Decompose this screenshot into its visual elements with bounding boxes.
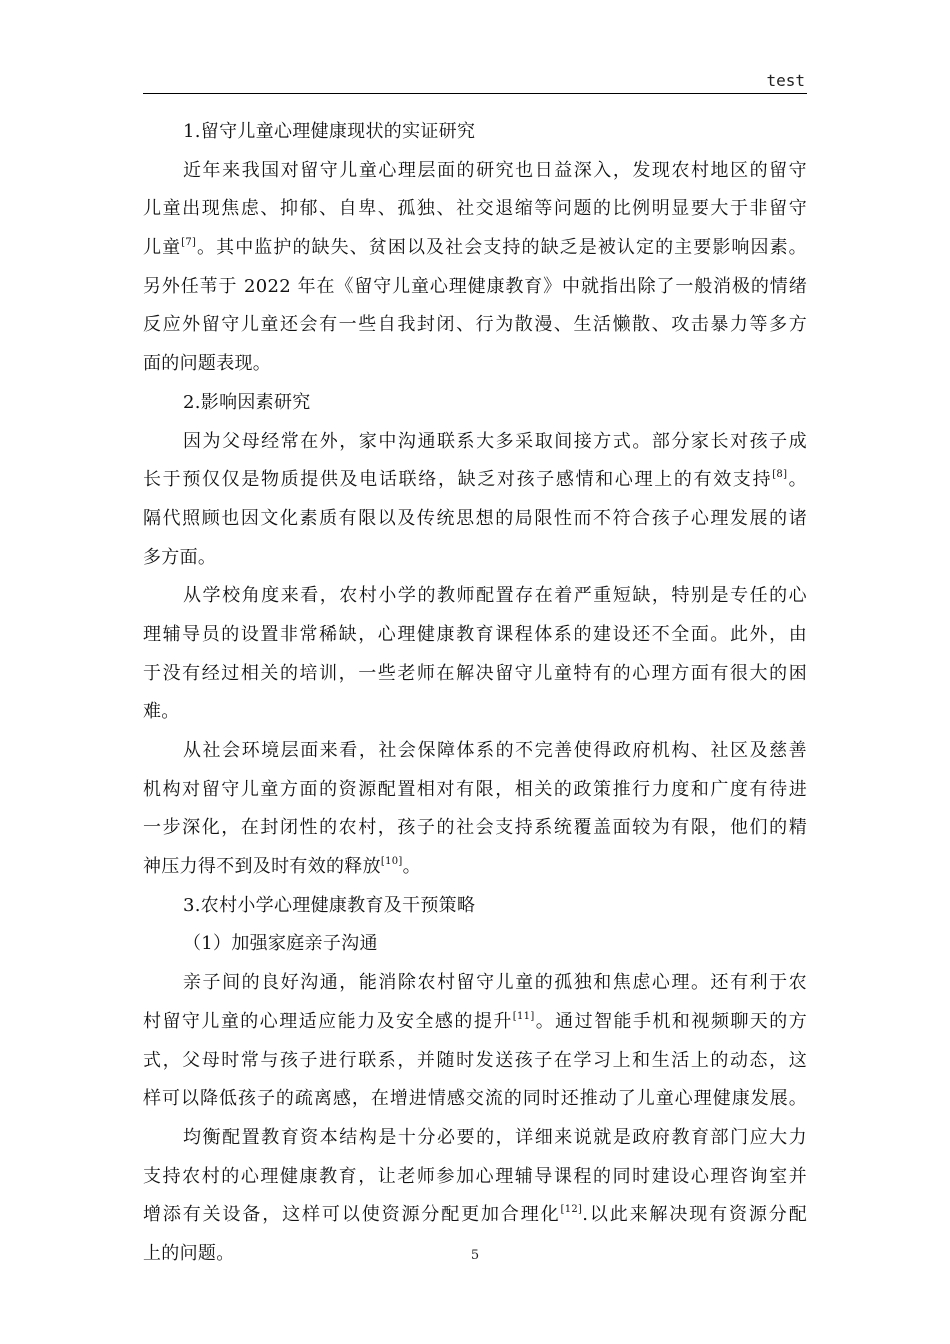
text-line xyxy=(143,964,807,1003)
text-line-continuation: 。其中监护的缺失、贫困以及社会支持的缺乏是被认定的主要影响因素。 xyxy=(196,237,807,259)
text-line-content: 于没有经过相关的培训，一些老师在解决留守儿童特有的心理方面有很大的困 xyxy=(143,662,807,684)
text-line-content: 从社会环境层面来看，社会保障体系的不完善使得政府机构、社区及慈善 xyxy=(183,740,807,761)
text-line-content: 3.农村小学心理健康教育及干预策略 xyxy=(183,894,476,916)
text-line-content: 理辅导员的设置非常稀缺，心理健康教育课程体系的建设还不全面。此外，由 xyxy=(143,623,807,645)
text-line xyxy=(143,1119,807,1158)
text-line-content: 儿童出现焦虑、抑郁、自卑、孤独、社交退缩等问题的比例明显要大于非留守 xyxy=(143,198,807,220)
text-line-content: 多方面。 xyxy=(143,546,217,568)
text-line-content: 因为父母经常在外，家中沟通联系大多采取间接方式。部分家长对孩子成 xyxy=(183,430,807,452)
text-line-continuation: .以此来解决现有资源分配 xyxy=(582,1204,807,1226)
text-line-content: 神压力得不到及时有效的释放 xyxy=(143,856,381,878)
text-line-continuation: 。 xyxy=(402,856,421,878)
text-line-content: 上的问题。 xyxy=(143,1242,235,1264)
page-number: 5 xyxy=(470,1248,480,1263)
text-line xyxy=(143,461,807,500)
text-line xyxy=(143,1080,807,1119)
text-line xyxy=(143,577,807,616)
text-line xyxy=(143,229,807,268)
text-line-content: 一步深化，在封闭性的农村，孩子的社会支持系统覆盖面较为有限，他们的精 xyxy=(143,817,807,839)
text-line-content: 儿童 xyxy=(143,237,182,259)
text-line xyxy=(143,1196,807,1235)
text-line xyxy=(143,848,807,887)
text-line-content: 均衡配置教育资本结构是十分必要的，详细来说就是政府教育部门应大力 xyxy=(183,1126,807,1148)
text-line-content: 另外任苇于 2022 年在《留守儿童心理健康教育》中就指出除了一般消极的情绪 xyxy=(143,275,807,297)
text-line xyxy=(143,809,807,848)
text-line xyxy=(143,655,807,694)
text-line-content: 从学校角度来看，农村小学的教师配置存在着严重短缺，特别是专任的心 xyxy=(183,585,807,607)
page-header-text: test xyxy=(766,71,805,90)
text-line xyxy=(143,693,807,732)
text-line-content: 增添有关设备，这样可以使资源分配更加合理化 xyxy=(143,1204,561,1226)
text-line xyxy=(143,190,807,229)
text-line-content: 1.留守儿童心理健康现状的实证研究 xyxy=(183,121,476,142)
text-line xyxy=(143,384,807,423)
text-line xyxy=(143,887,807,926)
text-line xyxy=(143,539,807,578)
text-line-content: （1）加强家庭亲子沟通 xyxy=(183,933,378,955)
text-line-content: 面的问题表现。 xyxy=(143,353,272,375)
text-line-content: 2.影响因素研究 xyxy=(183,391,311,413)
text-line xyxy=(143,1158,807,1197)
citation-marker: [11] xyxy=(512,1010,535,1022)
text-line xyxy=(143,1042,807,1081)
text-line xyxy=(143,771,807,810)
text-line xyxy=(143,1003,807,1042)
text-line-content: 村留守儿童的心理适应能力及安全感的提升 xyxy=(143,1010,513,1032)
text-line-content: 机构对留守儿童方面的资源配置相对有限，相关的政策推行力度和广度有待进 xyxy=(143,778,807,800)
text-line-content: 难。 xyxy=(143,701,180,723)
text-line-content: 长于预仅仅是物质提供及电话联络，缺乏对孩子感情和心理上的有效支持 xyxy=(143,469,773,491)
citation-marker: [10] xyxy=(380,856,403,868)
text-line xyxy=(143,732,807,771)
text-line xyxy=(143,268,807,307)
text-line xyxy=(143,423,807,462)
text-line-continuation: 。 xyxy=(787,469,807,491)
text-line xyxy=(143,616,807,655)
text-line-content: 近年来我国对留守儿童心理层面的研究也日益深入，发现农村地区的留守 xyxy=(183,159,807,181)
text-line-content: 支持农村的心理健康教育，让老师参加心理辅导课程的同时建设心理咨询室并 xyxy=(143,1165,807,1187)
text-line xyxy=(143,500,807,539)
text-line xyxy=(143,925,807,964)
text-line-continuation: 。通过智能手机和视频聊天的方 xyxy=(534,1010,808,1032)
citation-marker: [7] xyxy=(181,237,197,249)
citation-marker: [8] xyxy=(772,469,788,481)
text-line xyxy=(143,152,807,191)
text-line-content: 隔代照顾也因文化素质有限以及传统思想的局限性而不符合孩子心理发展的诸 xyxy=(143,507,807,529)
text-line-content: 亲子间的良好沟通，能消除农村留守儿童的孤独和焦虑心理。还有利于农 xyxy=(183,972,807,994)
text-line xyxy=(143,345,807,384)
text-line xyxy=(143,306,807,345)
text-line xyxy=(143,113,807,152)
header-rule xyxy=(143,93,807,94)
text-line-content: 式，父母时常与孩子进行联系，并随时发送孩子在学习上和生活上的动态，这 xyxy=(143,1049,807,1071)
document-body xyxy=(143,113,807,1274)
text-line-content: 样可以降低孩子的疏离感，在增进情感交流的同时还推动了儿童心理健康发展。 xyxy=(143,1088,807,1110)
citation-marker: [12] xyxy=(560,1204,583,1216)
text-line-content: 反应外留守儿童还会有一些自我封闭、行为散漫、生活懒散、攻击暴力等多方 xyxy=(143,314,807,336)
